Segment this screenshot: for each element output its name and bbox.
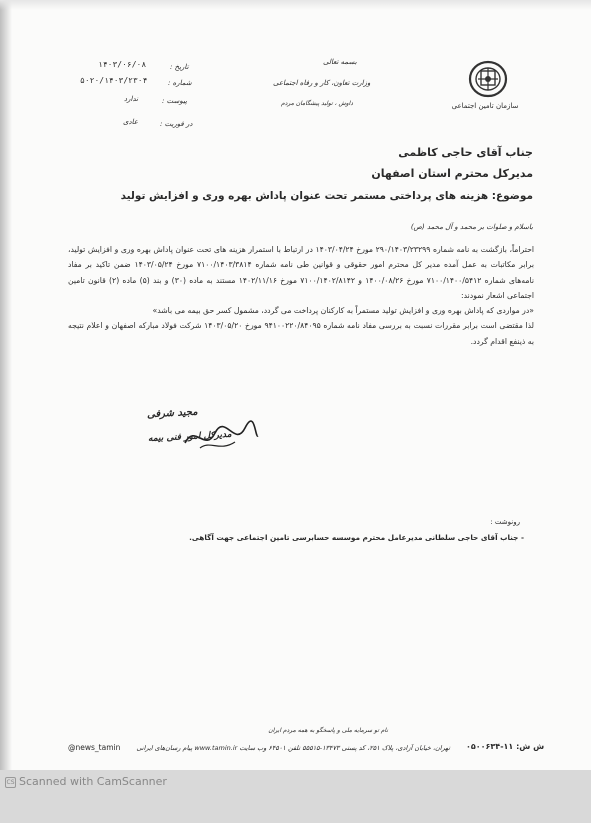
letter-subject: موضوع: هزینه های پرداختی مستمر تحت عنوان پاداش بهره وری و افزایش تولید — [120, 190, 533, 202]
letter-body — [68, 242, 534, 349]
cc-recipient: - جناب آقای حاجی سلطانی مدیرعامل محترم موسسه حسابرسی تامین اجتماعی جهت آگاهی. — [189, 533, 524, 542]
basmala: بسمه تعالی — [323, 58, 357, 66]
camscanner-watermark — [5, 775, 167, 788]
number-value: ۵۰۲۰/۱۴۰۳/۲۳۰۴ — [80, 76, 148, 85]
number-label: شماره : — [168, 79, 192, 87]
recipient-title: مدیرکل محترم استان اصفهان — [371, 167, 533, 180]
attachment-label: پیوست : — [162, 97, 187, 105]
page-top-shadow — [0, 0, 591, 10]
footer-social-handle: @news_tamin — [68, 743, 121, 752]
body-paragraph: احتراماً، بازگشت به نامه شماره ۲۹۰/۱۴۰۳/۲۳۲۹۹ مورخ ۱۴۰۳/۰۴/۲۴ در ارتباط با استمرار هزینه های تحت عنوان پاداش بهره وری و افزایش تولید، برابر مکاتبات به عمل آمده مدیر کل محترم امور حقوقی و قوانین طی نامه شماره ۷۱۰۰/۱۴۰۳/۳۸۱۴ مورخ ۱۴۰۳/۰۵/۲۴ ضمن تاکید بر مفاد نامه‌های شماره ۷۱۰۰/۱۴۰۰/۵۴۱۲ مورخ ۱۴۰۰/۰۸/۲۶ و ۷۱۰۰/۱۴۰۲/۸۱۴۲ مورخ ۱۴۰۲/۱۱/۱۶ مستند به ماده (۳۰) و بند (۵) ماده (۲) قانون تامین اجتماعی اشعار نمودند: — [68, 245, 535, 300]
date-label: تاریخ : — [170, 63, 189, 71]
date-value: ۱۴۰۳/۰۶/۰۸ — [98, 60, 147, 69]
signatory-title: مدیرکل امور فنی بیمه — [147, 429, 232, 445]
body-paragraph: لذا مقتضی است برابر مقررات نسبت به بررسی مفاد نامه شماره ۹۴۱۰۰۲۲۰/۸۴۰۹۵ مورخ ۱۴۰۳/۰۵/۲۰ شرکت فولاد مبارکه اصفهان و اعلام نتیجه به ذینفع اقدام گردد. — [68, 321, 535, 346]
signatory-name: مجید شرفی — [146, 406, 198, 421]
page-edge-shadow — [0, 0, 12, 770]
attachment-value: ندارد — [124, 95, 139, 103]
urgency-value: عادی — [123, 118, 138, 126]
footer-phone: ش ش: ۱۱-۰۵۰۰۶۳۴ — [466, 742, 545, 751]
ministry-slogan: داوش ، تولید پیشگامان مردم — [281, 100, 354, 107]
organization-logo — [460, 58, 516, 100]
camscanner-icon: CS — [6, 778, 15, 786]
greeting: باسلام و صلوات بر محمد و آل محمد (ص) — [410, 223, 533, 231]
urgency-label: در فوریت : — [160, 120, 193, 128]
body-quote: «در مواردی که پاداش بهره وری و افزایش تولید مستمراً به کارکنان پرداخت می گردد، مشمول کسر حق بیمه می باشد» — [152, 306, 534, 316]
footer-address: تهران، خیابان آزادی، پلاک ۲۵۱، کد پستی ۱۳۴۷۳-۵۵۵۱۵ تلفن ۶۴۵۰۱ وب سایت www.tamin.ir پیام رسان‌های ایرانی — [136, 744, 450, 752]
ministry-name: وزارت تعاون، کار و رفاه اجتماعی — [273, 79, 371, 87]
footer-motto: نام تو سرمایه ملی و پاسخگو به همه مردم ایران — [268, 727, 388, 734]
cc-label: رونوشت : — [490, 518, 520, 526]
camscanner-text: Scanned with CamScanner — [19, 775, 167, 788]
organization-name: سازمان تامین اجتماعی — [451, 102, 519, 110]
recipient-name: جناب آقای حاجی کاظمی — [398, 146, 533, 159]
